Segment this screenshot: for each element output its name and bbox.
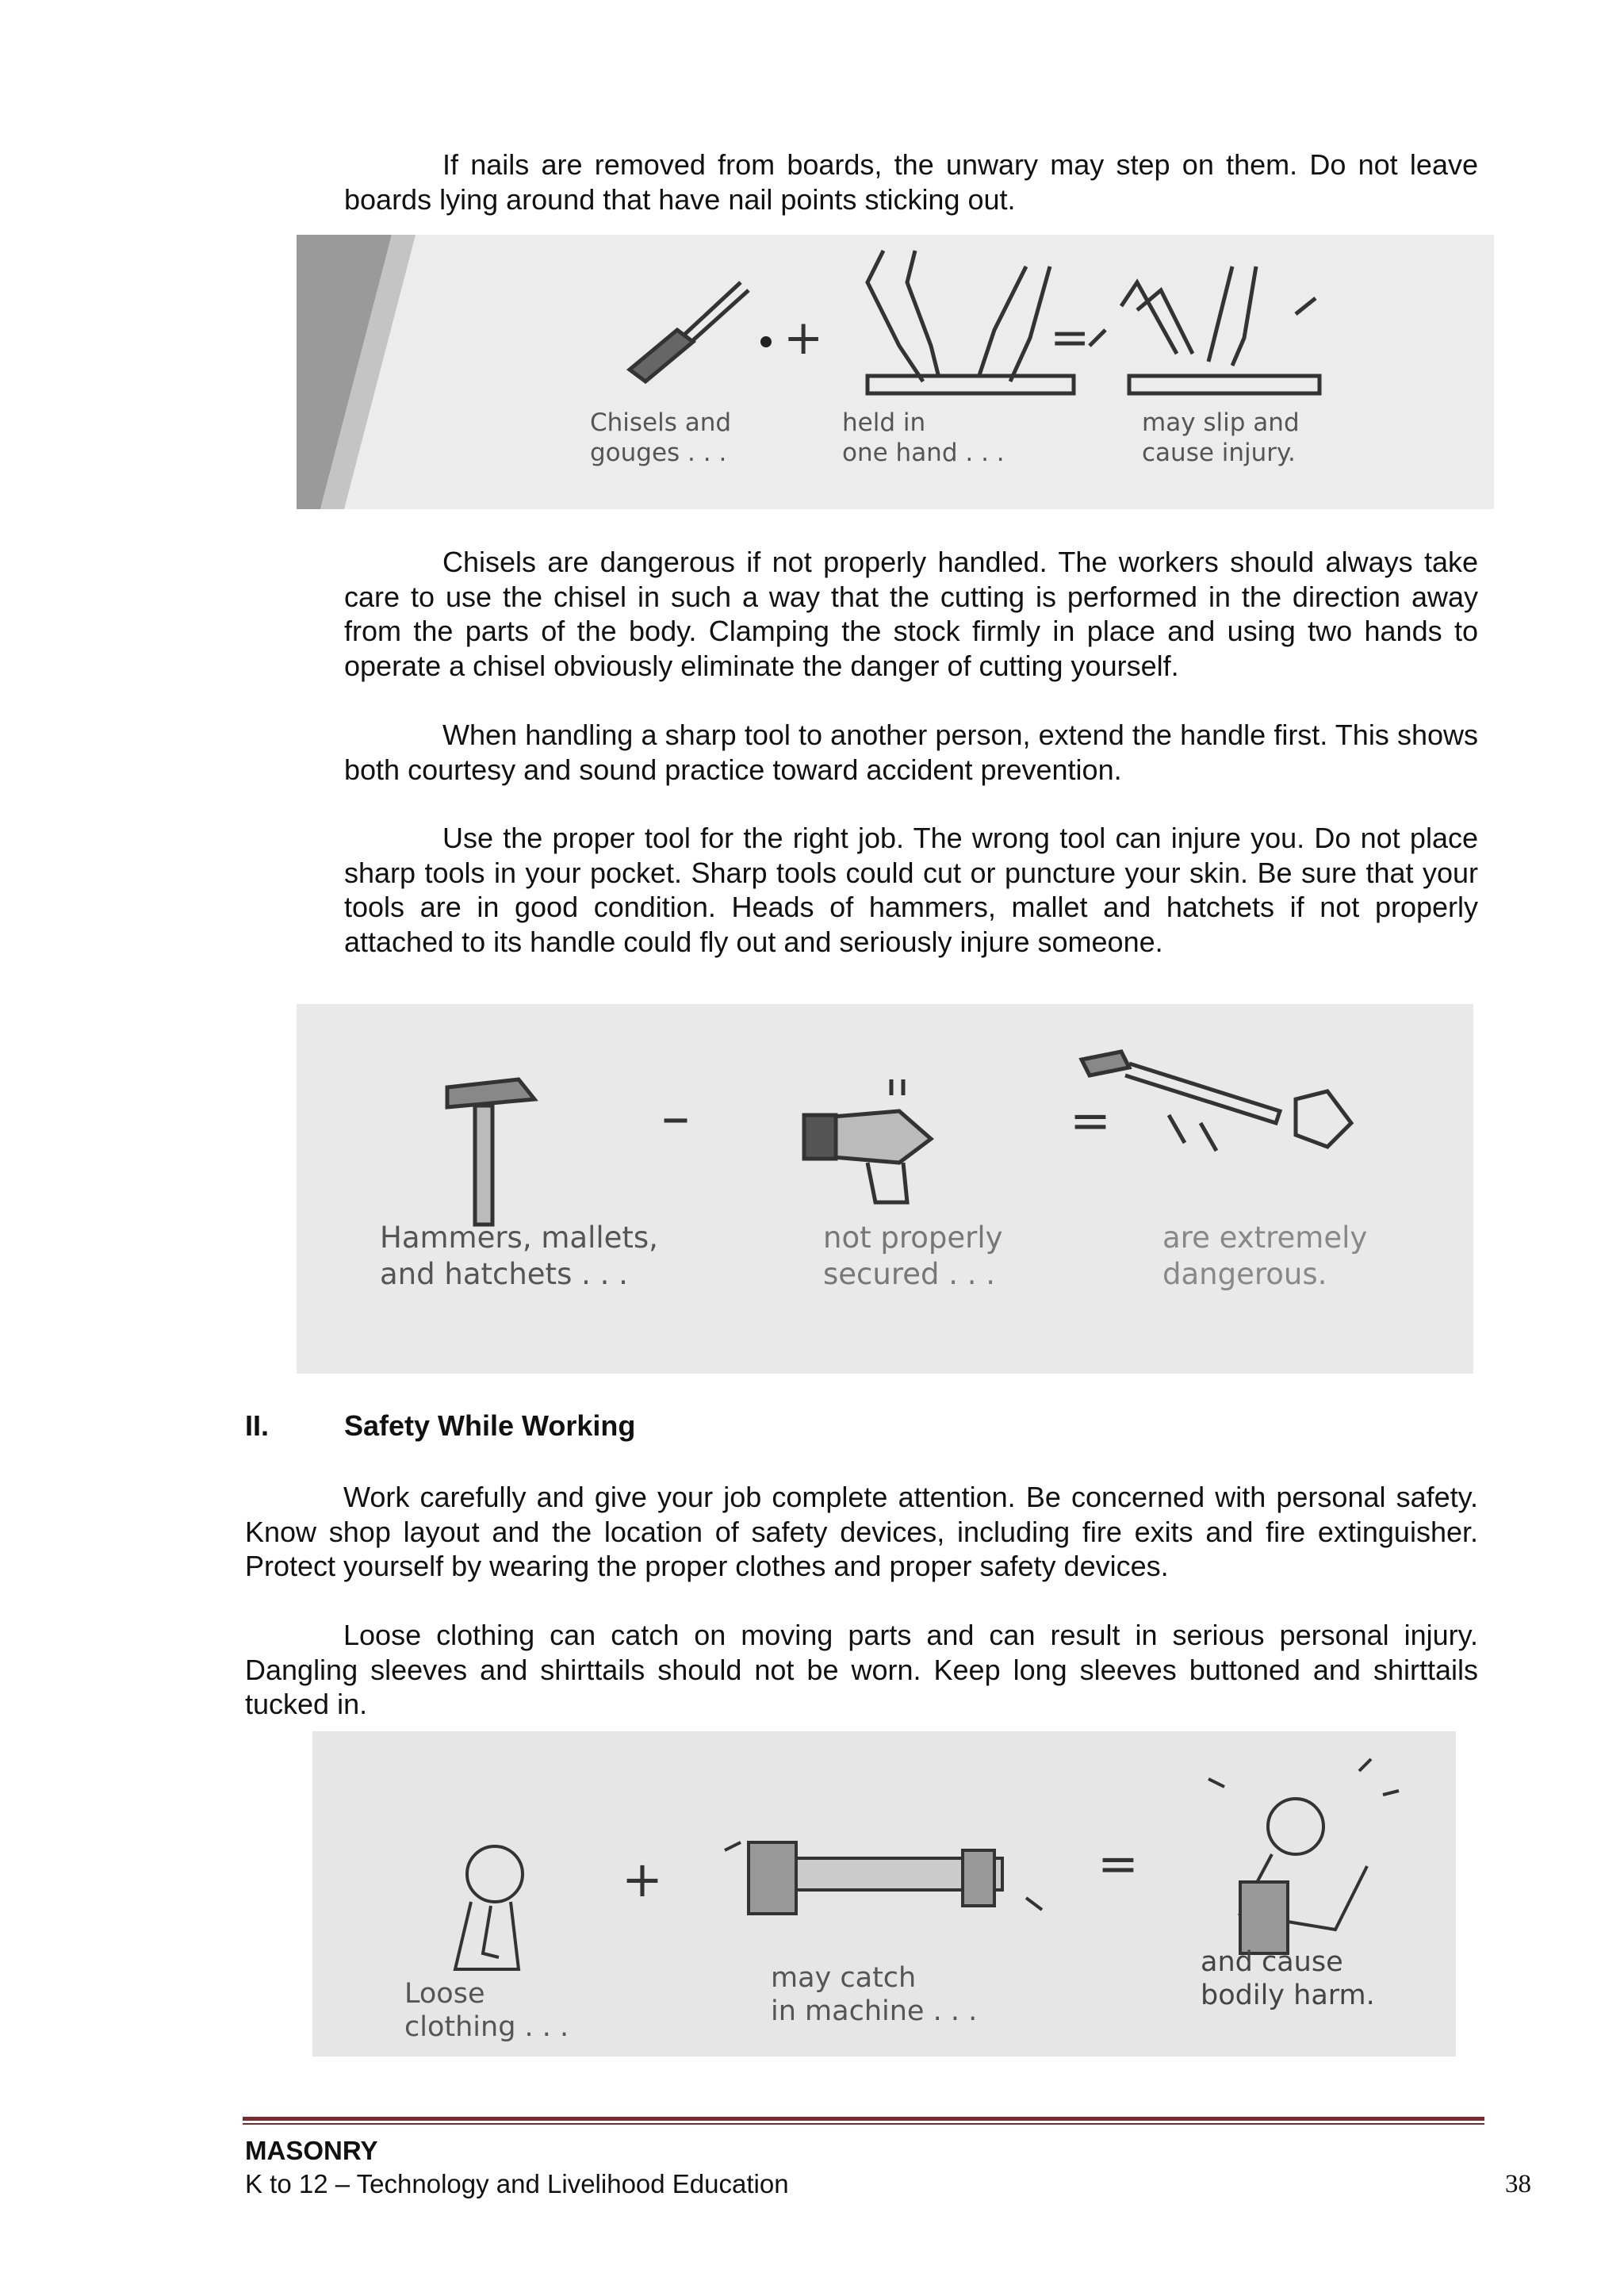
chisel-caption-1: Chisels and gouges . . . [590, 408, 732, 467]
hands-slipping-icon [1090, 266, 1320, 393]
hammer-operator-equals: = [1070, 1091, 1111, 1149]
section-number: II. [245, 1409, 270, 1442]
clothing-caption-2: may catch in machine . . . [771, 1962, 978, 2027]
figure-chisel-safety [297, 235, 1494, 509]
flying-hammer-head-icon [1082, 1052, 1351, 1151]
person-injured-icon [1208, 1759, 1399, 1953]
paragraph-work-carefully: Work carefully and give your job complete attention. Be concerned with personal safety. Know shop layout and the location of safety devices, including fire exits and fire extinguisher. Protect yourself by wearing the proper clothes and proper safety devices. [245, 1481, 1478, 1582]
clothing-operator-equals: = [1097, 1834, 1139, 1892]
section-title: Safety While Working [344, 1409, 636, 1442]
paragraph-chisels: Chisels are dangerous if not properly handled. The workers should always take care to use the chisel in such a way that the cutting is performed in the direction away from the parts of the body. Clamping the stock firmly in place and using two hands to operate a chisel obviously eliminate the danger of cutting yourself. [344, 546, 1478, 682]
lathe-machine-icon [725, 1842, 1042, 1914]
paragraph-proper-tool: Use the proper tool for the right job. The wrong tool can injure you. Do not place sharp tools in your pocket. Sharp tools could cut or puncture your skin. Be sure that your tools are in good condition. Heads of hammers, mallet and hatchets if not properly attached to its handle could fly out and seriously injure someone. [344, 822, 1478, 958]
footer-subtitle: K to 12 – Technology and Livelihood Education [245, 2169, 789, 2198]
clothing-caption-3: and cause bodily harm. [1201, 1946, 1375, 2011]
hand-holding-chisel-icon [868, 251, 1074, 393]
hammer-icon [447, 1079, 534, 1225]
figure-clothing-safety [312, 1731, 1456, 2056]
footer-rule-thick [243, 2117, 1484, 2121]
figure-hammer-safety [297, 1004, 1473, 1374]
footer-rule-thin [243, 2123, 1484, 2125]
chisel-caption-3: may slip and cause injury. [1142, 408, 1300, 467]
hammer-caption-2: not properly secured . . . [823, 1221, 1003, 1291]
page-number: 38 [1505, 2170, 1531, 2198]
hammer-illustration [297, 1004, 1473, 1374]
paragraph-handling: When handling a sharp tool to another person, extend the handle first. This shows both courtesy and sound practice toward accident prevention. [344, 719, 1478, 786]
footer-title: MASONRY [245, 2136, 378, 2165]
paragraph-nails: If nails are removed from boards, the unwary may step on them. Do not leave boards lying around that have nail points sticking out. [344, 148, 1478, 216]
loose-hammer-head-icon [804, 1079, 931, 1202]
chisel-operator-equals: = [1050, 310, 1090, 366]
chisel-icon [630, 282, 749, 381]
hammer-operator-minus: – [661, 1083, 690, 1150]
hammer-caption-3: are extremely dangerous. [1162, 1221, 1368, 1291]
chisel-operator-plus: + [783, 310, 824, 366]
hammer-caption-1: Hammers, mallets, and hatchets . . . [380, 1221, 658, 1291]
clothing-operator-plus: + [622, 1850, 663, 1908]
chisel-caption-2: held in one hand . . . [842, 408, 1005, 467]
chisel-illustration [297, 235, 1494, 509]
clothing-caption-1: Loose clothing . . . [404, 1978, 569, 2043]
person-loose-tie-icon [455, 1846, 523, 1969]
dot-icon [760, 336, 772, 347]
paragraph-loose-clothing: Loose clothing can catch on moving parts and can result in serious personal injury. Dangling sleeves and shirttails should not be worn. Keep long sleeves buttoned and shirttails tucked in. [245, 1619, 1478, 1720]
